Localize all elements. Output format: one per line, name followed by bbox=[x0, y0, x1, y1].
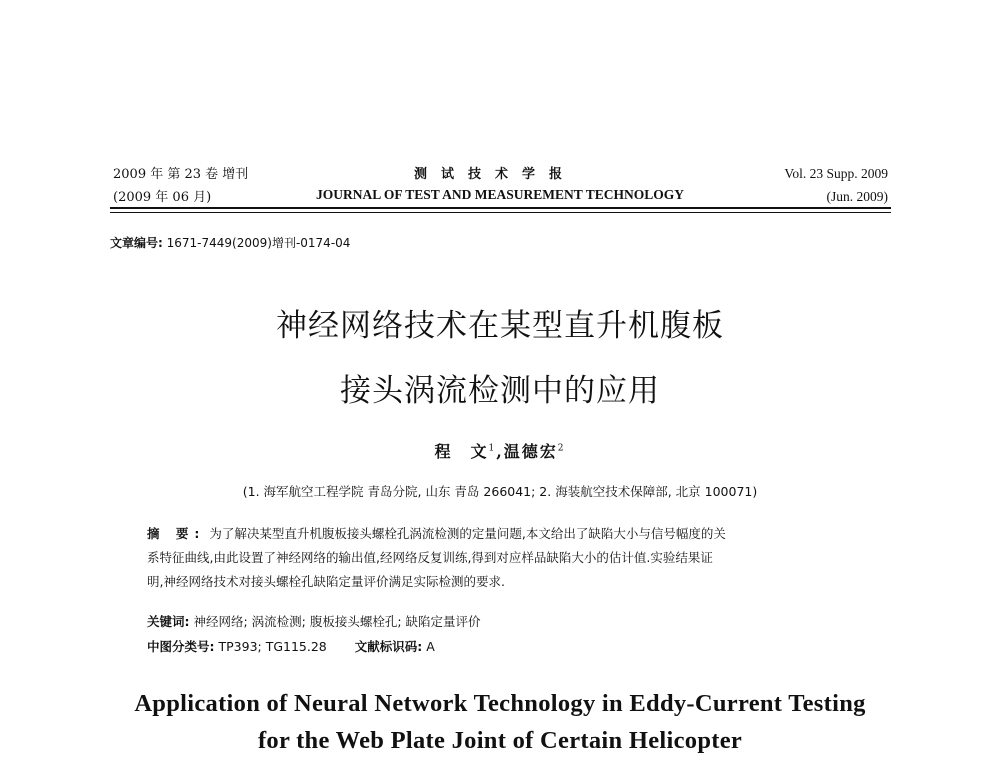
journal-name-cn: 测试技术学报 bbox=[413, 167, 576, 182]
issue-info-en: Vol. 23 Supp. 2009 bbox=[784, 166, 888, 181]
affiliations: (1. 海军航空工程学院 青岛分院, 山东 青岛 266041; 2. 海装航空技术保障部, 北京 100071) bbox=[242, 484, 758, 499]
keywords-label: 关键词: bbox=[147, 614, 190, 629]
abstract-line-1: 为了解决某型直升机腹板接头螺栓孔涡流检测的定量问题,本文给出了缺陷大小与信号幅度的关 bbox=[209, 526, 726, 541]
article-number bbox=[110, 234, 350, 251]
author-2: 温德宏 bbox=[503, 442, 558, 461]
abstract-line-2: 系特征曲线,由此设置了神经网络的输出值,经网络反复训练,得到对应样品缺陷大小的估计值.实验结果证 bbox=[147, 550, 713, 565]
author-1: 程 文 bbox=[434, 442, 489, 461]
abstract-line-3: 明,神经网络技术对接头螺栓孔缺陷定量评价满足实际检测的要求. bbox=[147, 574, 505, 589]
authors bbox=[0, 439, 1000, 462]
header-rule-thick bbox=[110, 207, 891, 209]
doc-code-label: 文献标识码: bbox=[354, 639, 423, 654]
keywords bbox=[147, 612, 481, 630]
classification bbox=[147, 637, 435, 655]
doc-code-value: A bbox=[426, 639, 435, 654]
article-number-label: 文章编号: bbox=[110, 236, 163, 250]
header-rule-thin bbox=[110, 212, 891, 213]
title-en-line1: Application of Neural Network Technology in Eddy-Current Testing bbox=[134, 690, 866, 717]
date-info-cn: (2009 年 06 月) bbox=[113, 190, 212, 205]
keywords-value: 神经网络; 涡流检测; 腹板接头螺栓孔; 缺陷定量评价 bbox=[193, 614, 481, 629]
date-info-en: (Jun. 2009) bbox=[826, 189, 888, 204]
title-en-line2: for the Web Plate Joint of Certain Helicopter bbox=[257, 727, 743, 754]
clc-value: TP393; TG115.28 bbox=[218, 639, 327, 654]
journal-name-en: JOURNAL OF TEST AND MEASUREMENT TECHNOLOGY bbox=[316, 187, 684, 202]
abstract bbox=[147, 522, 859, 594]
title-cn-line1: 神经网络技术在某型直升机腹板 bbox=[276, 308, 724, 344]
title-cn-line2: 接头涡流检测中的应用 bbox=[340, 373, 660, 409]
author-separator: , bbox=[496, 442, 504, 461]
clc-label: 中图分类号: bbox=[147, 639, 215, 654]
issue-info-cn: 2009 年 第 23 卷 增刊 bbox=[113, 167, 249, 182]
author-2-affil-mark: 2 bbox=[557, 443, 566, 454]
article-number-value: 1671-7449(2009)增刊-0174-04 bbox=[166, 236, 351, 250]
abstract-label: 摘 要: bbox=[147, 526, 206, 541]
author-1-affil-mark: 1 bbox=[488, 443, 497, 454]
